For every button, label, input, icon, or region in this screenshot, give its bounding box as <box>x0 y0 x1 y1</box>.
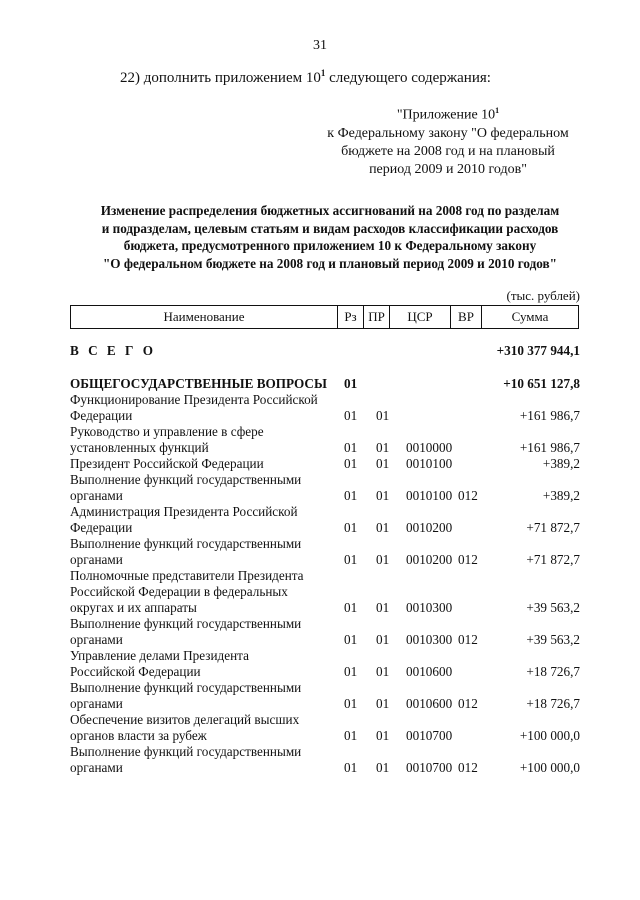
table-row <box>70 616 580 648</box>
row-rz: 01 <box>344 600 358 615</box>
row-sum: +100 000,0 <box>519 728 580 743</box>
row-pr: 01 <box>376 488 390 503</box>
row-name <box>70 536 336 568</box>
section-sum: +10 651 127,8 <box>503 376 580 391</box>
row-name <box>70 568 336 616</box>
row-name <box>70 392 336 424</box>
row-name-line: Администрация Президента Российской <box>70 504 298 519</box>
section-rz: 01 <box>344 376 358 391</box>
row-vr: 012 <box>458 632 478 647</box>
row-sum: +71 872,7 <box>526 520 580 535</box>
row-name-line: Выполнение функций государственными <box>70 616 302 631</box>
row-name-line: Функционирование Президента Российской <box>70 392 318 407</box>
row-vr: 012 <box>458 488 478 503</box>
row-sum: +100 000,0 <box>519 760 580 775</box>
row-name <box>70 712 336 744</box>
header-sum: Сумма <box>482 306 579 329</box>
header-name: Наименование <box>71 306 338 329</box>
page-number: 31 <box>313 38 327 53</box>
row-rz: 01 <box>344 552 358 567</box>
row-sum: +39 563,2 <box>526 600 580 615</box>
row-name-line: Руководство и управление в сфере <box>70 424 264 439</box>
row-pr: 01 <box>376 664 390 679</box>
row-rz: 01 <box>344 760 358 775</box>
title-line-3: бюджета, предусмотренного приложением 10 к Федеральному закону <box>123 238 537 253</box>
table-row <box>70 456 580 472</box>
row-rz: 01 <box>344 632 358 647</box>
row-name <box>70 504 336 536</box>
row-pr: 01 <box>376 440 390 455</box>
row-name-line: органов власти за рубеж <box>70 728 207 743</box>
row-pr: 01 <box>376 632 390 647</box>
appendix-line-2: к Федеральному закону "О федеральном <box>327 125 569 141</box>
row-name <box>70 472 336 504</box>
total-label: В С Е Г О <box>70 343 156 358</box>
row-name-line: Федерации <box>70 520 133 535</box>
appendix-line-4: период 2009 и 2010 годов" <box>369 161 527 177</box>
title-line-1: Изменение распределения бюджетных ассигнований на 2008 год по разделам <box>100 203 560 218</box>
row-sum: +389,2 <box>542 488 580 503</box>
row-name-line: Выполнение функций государственными <box>70 680 302 695</box>
row-sum: +161 986,7 <box>519 440 580 455</box>
row-csr: 0010200 <box>406 552 453 567</box>
row-csr: 0010700 <box>406 760 453 775</box>
appendix-superscript: 1 <box>495 106 500 115</box>
title-line-2: и подразделам, целевым статьям и видам расходов классификации расходов <box>101 220 559 236</box>
row-rz: 01 <box>344 488 358 503</box>
row-pr: 01 <box>376 408 390 423</box>
row-sum: +389,2 <box>542 456 580 471</box>
row-rz: 01 <box>344 408 358 423</box>
row-name-line: Полномочные представители Президента <box>70 568 304 583</box>
table-row <box>70 648 580 680</box>
row-pr: 01 <box>376 696 390 711</box>
row-rz: 01 <box>344 440 358 455</box>
row-pr: 01 <box>376 760 390 775</box>
table-row <box>70 424 580 456</box>
appendix-line-1 <box>318 102 578 125</box>
row-name-line: Выполнение функций государственными <box>70 472 302 487</box>
row-csr: 0010300 <box>406 600 453 615</box>
header-vr: ВР <box>451 306 482 329</box>
row-sum: +18 726,7 <box>526 696 580 711</box>
appendix-reference <box>318 102 578 179</box>
row-name-line: Выполнение функций государственными <box>70 536 302 551</box>
row-name-line: Президент Российской Федерации <box>70 456 264 471</box>
total-sum: +310 377 944,1 <box>496 343 580 358</box>
row-name <box>70 744 336 776</box>
table-row <box>70 680 580 712</box>
table-row <box>70 712 580 744</box>
table-row <box>70 472 580 504</box>
row-csr: 0010300 <box>406 632 453 647</box>
row-sum: +161 986,7 <box>519 408 580 423</box>
row-rz: 01 <box>344 728 358 743</box>
document-title <box>70 202 590 272</box>
table-row <box>70 504 580 536</box>
table-row <box>70 744 580 776</box>
row-name-line: Федерации <box>70 408 133 423</box>
row-name <box>70 456 336 472</box>
row-name-line: Выполнение функций государственными <box>70 744 302 759</box>
row-name <box>70 680 336 712</box>
row-csr: 0010600 <box>406 664 453 679</box>
row-csr: 0010000 <box>406 440 453 455</box>
header-csr: ЦСР <box>390 306 451 329</box>
section-row <box>70 376 580 392</box>
row-name-line: установленных функций <box>70 440 209 455</box>
row-csr: 0010200 <box>406 520 453 535</box>
amendment-intro <box>120 68 491 87</box>
row-pr: 01 <box>376 456 390 471</box>
row-rz: 01 <box>344 456 358 471</box>
intro-text-before: 22) дополнить приложением 10 <box>120 70 321 86</box>
total-row <box>70 343 580 359</box>
row-name-line: Российской Федерации в федеральных <box>70 584 288 599</box>
row-name-line: органами <box>70 632 123 647</box>
row-name <box>70 648 336 680</box>
row-vr: 012 <box>458 552 478 567</box>
row-rz: 01 <box>344 664 358 679</box>
row-name <box>70 424 336 456</box>
row-pr: 01 <box>376 552 390 567</box>
row-pr: 01 <box>376 520 390 535</box>
row-name-line: Обеспечение визитов делегаций высших <box>70 712 300 727</box>
header-pr: ПР <box>364 306 390 329</box>
intro-text-after: следующего содержания: <box>325 70 491 86</box>
row-name <box>70 616 336 648</box>
row-csr: 0010100 <box>406 456 453 471</box>
title-line-4: "О федеральном бюджете на 2008 год и плановый период 2009 и 2010 годов" <box>102 255 558 271</box>
section-label: ОБЩЕГОСУДАРСТВЕННЫЕ ВОПРОСЫ <box>70 376 327 391</box>
units-label: (тыс. рублей) <box>506 288 580 303</box>
row-csr: 0010700 <box>406 728 453 743</box>
row-csr: 0010600 <box>406 696 453 711</box>
header-rz: Рз <box>338 306 364 329</box>
row-sum: +18 726,7 <box>526 664 580 679</box>
row-sum: +71 872,7 <box>526 552 580 567</box>
table-row <box>70 536 580 568</box>
row-vr: 012 <box>458 696 478 711</box>
row-name-line: органами <box>70 760 123 775</box>
row-vr: 012 <box>458 760 478 775</box>
row-csr: 0010100 <box>406 488 453 503</box>
row-name-line: органами <box>70 552 123 567</box>
appendix-line-3: бюджете на 2008 год и на плановый <box>341 143 555 159</box>
table-body <box>70 343 580 776</box>
table-header <box>70 305 579 329</box>
table-row <box>70 568 580 616</box>
row-rz: 01 <box>344 696 358 711</box>
row-name-line: Российской Федерации <box>70 664 201 679</box>
row-name-line: округах и их аппараты <box>70 600 197 615</box>
row-rz: 01 <box>344 520 358 535</box>
row-pr: 01 <box>376 728 390 743</box>
appendix-label: "Приложение 10 <box>396 107 496 123</box>
intro-superscript: 1 <box>320 68 326 78</box>
row-pr: 01 <box>376 600 390 615</box>
table-row <box>70 392 580 424</box>
row-sum: +39 563,2 <box>526 632 580 647</box>
row-name-line: органами <box>70 488 123 503</box>
row-name-line: органами <box>70 696 123 711</box>
row-name-line: Управление делами Президента <box>70 648 249 663</box>
